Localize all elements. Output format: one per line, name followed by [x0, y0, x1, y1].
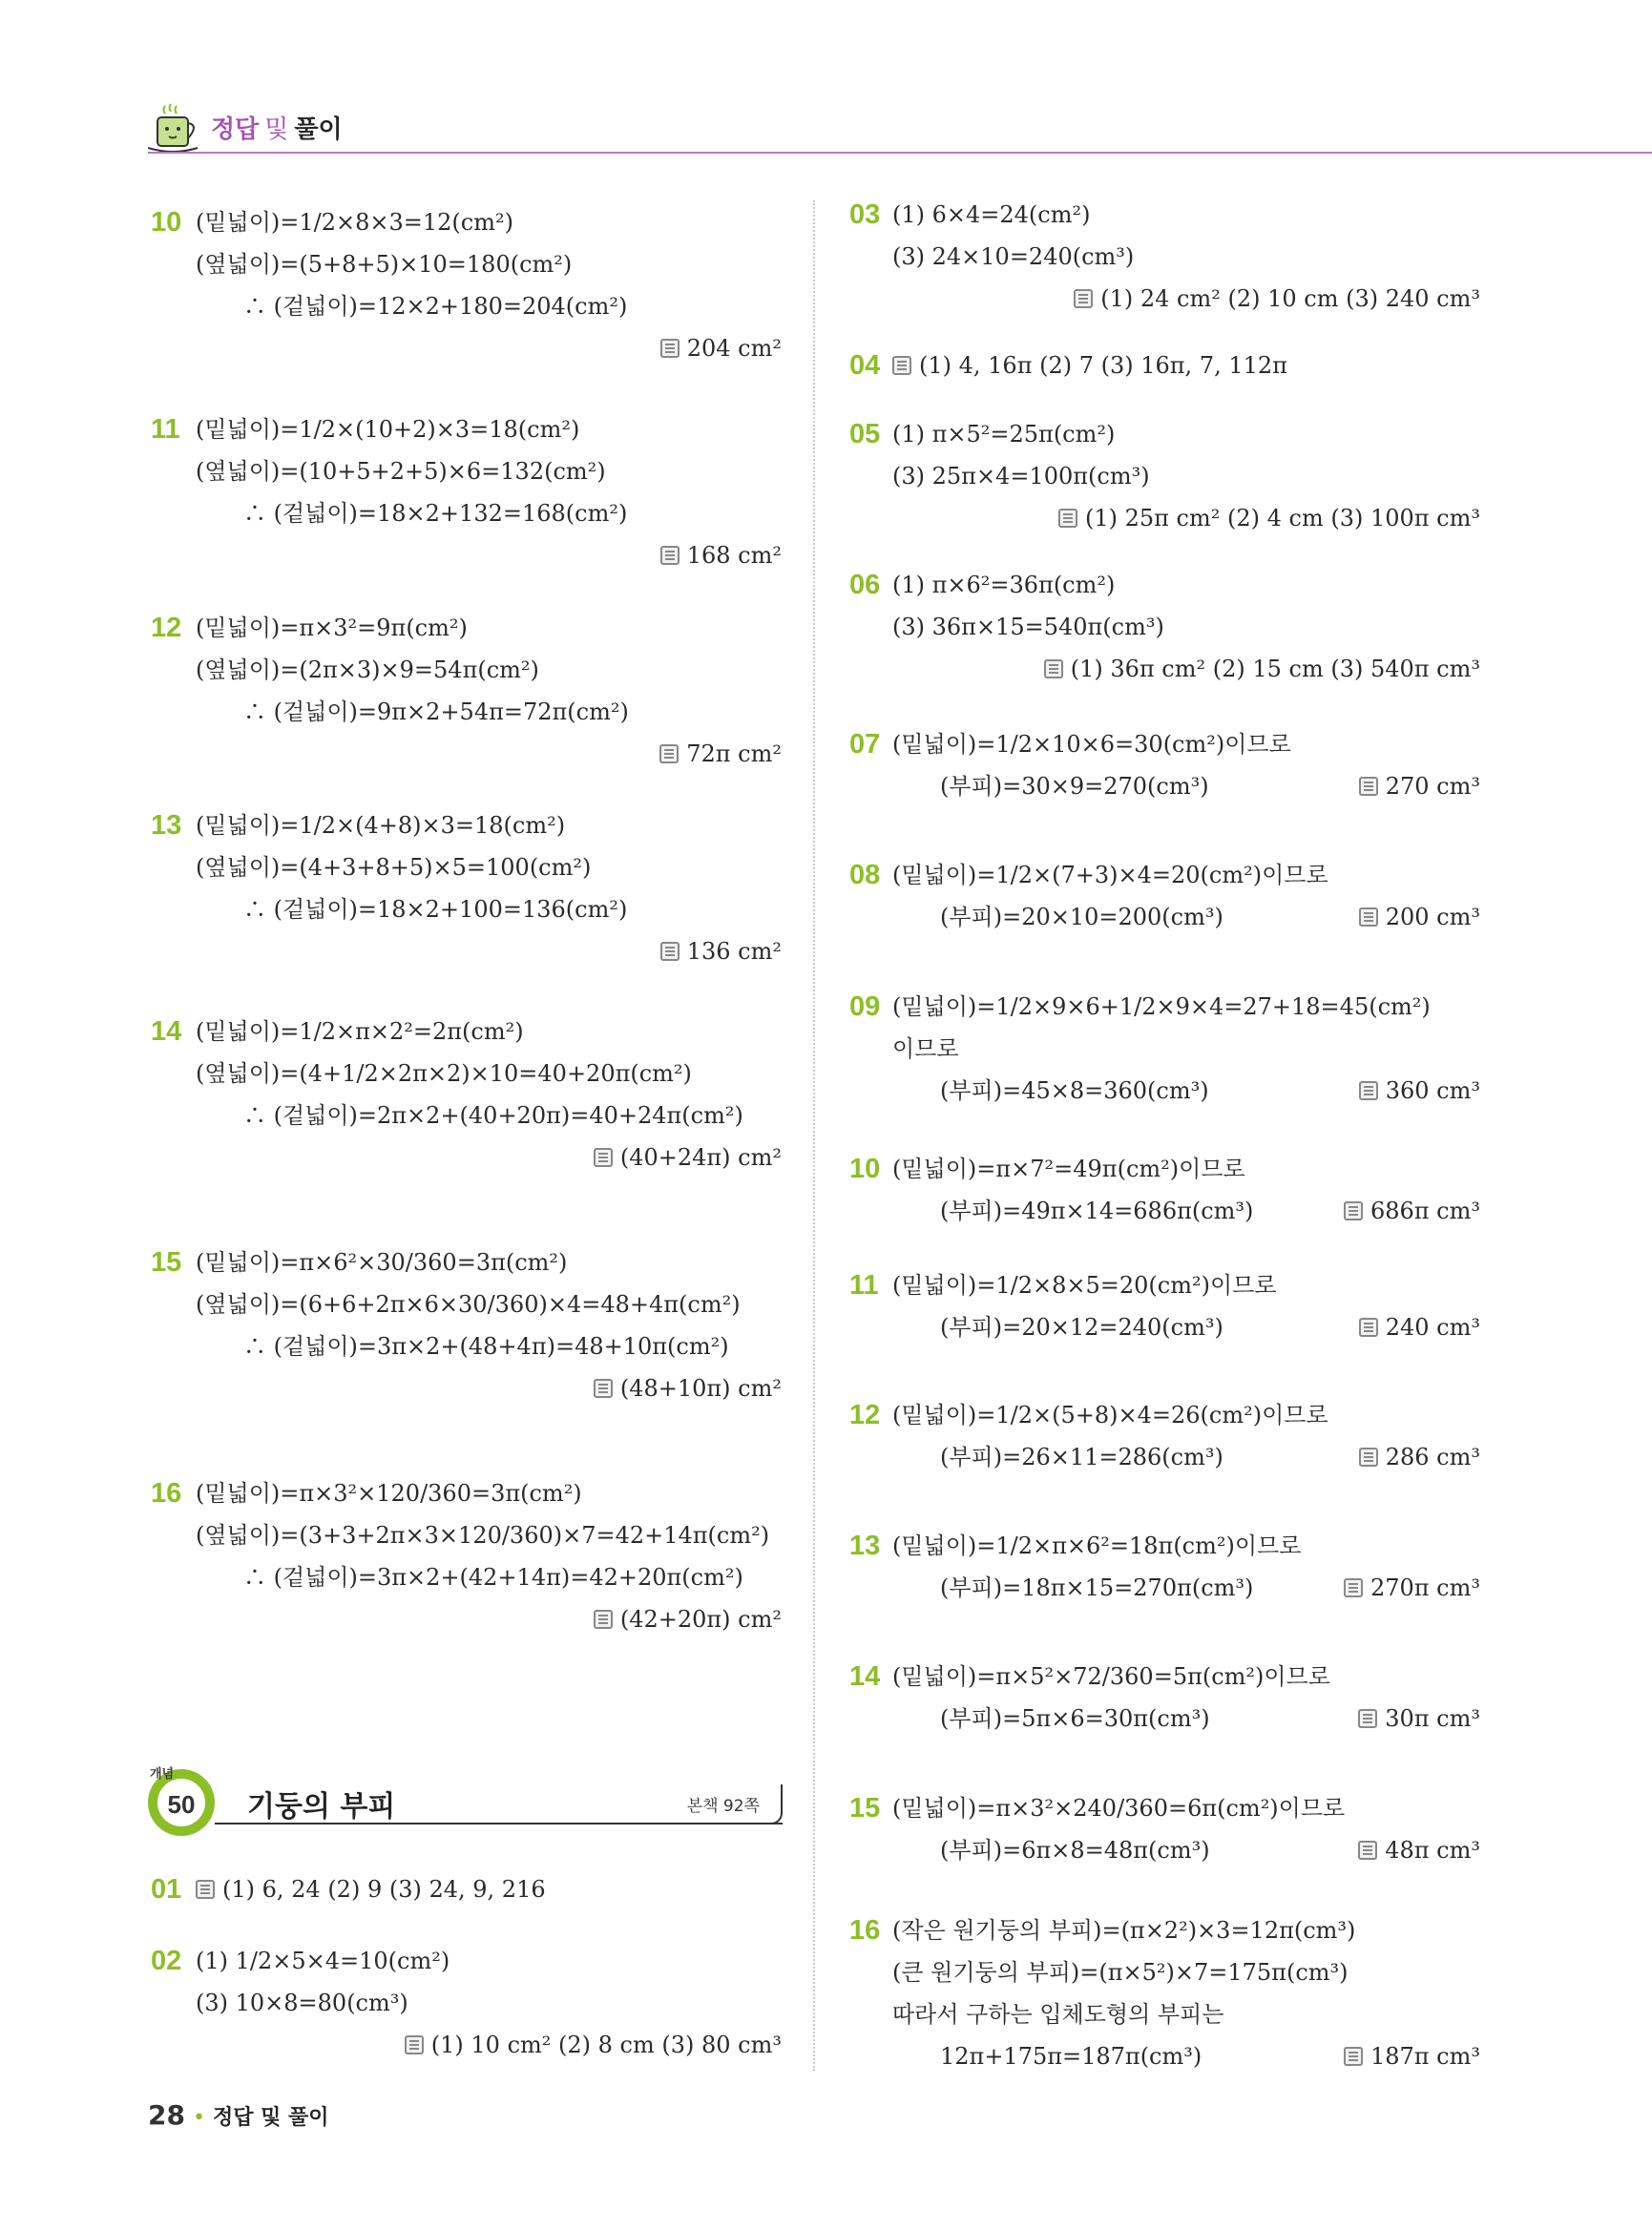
- problem-number: 15: [151, 1247, 182, 1278]
- answer: 72π cm²: [659, 740, 782, 768]
- solution-line: (부피)=6π×8=48π(cm³): [940, 1837, 1210, 1864]
- solution-line: (부피)=20×10=200(cm³): [940, 904, 1223, 930]
- problem-number: 02: [151, 1946, 182, 1976]
- problem-number: 03: [849, 199, 881, 230]
- page-footer: 28 • 정답 및 풀이: [148, 2099, 329, 2131]
- solution-line: (밑넓이)=π×3²×240/360=6π(cm²)이므로: [892, 1795, 1346, 1822]
- answer: (40+24π) cm²: [594, 1143, 782, 1172]
- answer-icon: [1359, 1448, 1378, 1467]
- solution-line: ∴ (겉넓이)=3π×2+(42+14π)=42+20π(cm²): [243, 1564, 743, 1591]
- problem-number: 08: [849, 860, 881, 890]
- concept-label: 개념: [150, 1767, 175, 1782]
- problem-number: 09: [849, 991, 881, 1022]
- answer: (1) 6, 24 (2) 9 (3) 24, 9, 216: [196, 1875, 546, 1904]
- solution-line: (밑넓이)=1/2×10×6=30(cm²)이므로: [892, 731, 1291, 758]
- answer-icon: [1359, 907, 1378, 927]
- solution-line: (옆넓이)=(5+8+5)×10=180(cm²): [196, 251, 573, 278]
- solution-line: (옆넓이)=(10+5+2+5)×6=132(cm²): [196, 458, 606, 485]
- header-title: 정답 및 풀이: [211, 115, 343, 144]
- solution-line: (밑넓이)=1/2×(10+2)×3=18(cm²): [196, 416, 580, 443]
- answer-icon: [1359, 777, 1378, 796]
- problem-number: 01: [151, 1874, 182, 1905]
- solution-line: (밑넓이)=π×3²×120/360=3π(cm²): [196, 1480, 582, 1507]
- answer-icon: [594, 1610, 613, 1629]
- concept-badge: [148, 1769, 215, 1836]
- solution-line: (부피)=20×12=240(cm³): [940, 1314, 1223, 1341]
- solution-line: ∴ (겉넓이)=9π×2+54π=72π(cm²): [243, 698, 629, 725]
- solution-line: (밑넓이)=1/2×(5+8)×4=26(cm²)이므로: [892, 1402, 1328, 1428]
- answer-icon: [1359, 1318, 1378, 1337]
- solution-line: (밑넓이)=1/2×π×2²=2π(cm²): [196, 1018, 524, 1045]
- problem-number: 12: [151, 613, 182, 643]
- answer: (1) 10 cm² (2) 8 cm (3) 80 cm³: [405, 2031, 782, 2059]
- answer-icon: [892, 356, 911, 375]
- problem-number: 14: [849, 1661, 881, 1692]
- solution-line: (밑넓이)=π×5²×72/360=5π(cm²)이므로: [892, 1663, 1330, 1690]
- solution-line: (1) 6×4=24(cm²): [892, 201, 1091, 228]
- solution-line: (밑넓이)=1/2×8×3=12(cm²): [196, 209, 513, 236]
- problem-number: 11: [151, 414, 180, 445]
- answer: (1) 4, 16π (2) 7 (3) 16π, 7, 112π: [892, 351, 1287, 380]
- problem-number: 11: [849, 1270, 879, 1301]
- solution-line: (부피)=18π×15=270π(cm³): [940, 1574, 1254, 1601]
- answer: (42+20π) cm²: [594, 1605, 782, 1634]
- solution-line: (밑넓이)=1/2×9×6+1/2×9×4=27+18=45(cm²): [892, 993, 1431, 1020]
- answer-icon: [659, 744, 679, 763]
- column-divider: [813, 200, 815, 2071]
- header-rule: [148, 152, 1652, 154]
- answer: 136 cm²: [660, 937, 782, 966]
- answer-icon: [660, 546, 680, 565]
- solution-line: (부피)=30×9=270(cm³): [940, 773, 1209, 800]
- concept-number: 50: [167, 1790, 196, 1819]
- solution-line: (부피)=5π×6=30π(cm³): [940, 1705, 1210, 1732]
- solution-line: ∴ (겉넓이)=2π×2+(40+20π)=40+24π(cm²): [243, 1102, 743, 1129]
- answer: 187π cm³: [1344, 2042, 1480, 2071]
- answer: 48π cm³: [1358, 1836, 1480, 1865]
- solution-line: ∴ (겉넓이)=18×2+132=168(cm²): [243, 500, 628, 527]
- footer-text: 정답 및 풀이: [212, 2106, 329, 2130]
- solution-line: (3) 36π×15=540π(cm³): [892, 614, 1164, 640]
- solution-line: (옆넓이)=(4+3+8+5)×5=100(cm²): [196, 854, 592, 881]
- problem-number: 15: [849, 1793, 881, 1824]
- answer: 168 cm²: [660, 541, 782, 570]
- solution-line: ∴ (겉넓이)=3π×2+(48+4π)=48+10π(cm²): [243, 1333, 729, 1360]
- answer: 270 cm³: [1359, 772, 1480, 801]
- concept-title: 기둥의 부피: [247, 1790, 396, 1824]
- solution-line: (옆넓이)=(2π×3)×9=54π(cm²): [196, 657, 539, 683]
- solution-line: ∴ (겉넓이)=18×2+100=136(cm²): [243, 896, 628, 923]
- solution-line: 따라서 구하는 입체도형의 부피는: [892, 2001, 1224, 2028]
- solution-line: (부피)=26×11=286(cm³): [940, 1444, 1223, 1470]
- mug-icon: [148, 100, 205, 154]
- answer-icon: [1044, 659, 1063, 678]
- solution-line: 12π+175π=187π(cm³): [940, 2043, 1202, 2070]
- solution-line: 이므로: [892, 1035, 959, 1062]
- problem-number: 05: [849, 419, 881, 449]
- solution-line: (밑넓이)=π×7²=49π(cm²)이므로: [892, 1156, 1245, 1182]
- answer: (1) 25π cm² (2) 4 cm (3) 100π cm³: [1058, 504, 1480, 532]
- answer: 204 cm²: [660, 334, 782, 363]
- problem-number: 10: [151, 207, 182, 238]
- answer: (48+10π) cm²: [594, 1374, 782, 1403]
- answer-icon: [405, 2035, 424, 2054]
- answer-icon: [1359, 1081, 1378, 1100]
- solution-line: (3) 24×10=240(cm³): [892, 243, 1135, 270]
- solution-line: (1) 1/2×5×4=10(cm²): [196, 1948, 450, 1974]
- problem-number: 14: [151, 1016, 182, 1047]
- answer-icon: [196, 1880, 215, 1899]
- answer: 200 cm³: [1359, 903, 1480, 931]
- problem-number: 04: [849, 350, 881, 381]
- answer-icon: [660, 339, 680, 358]
- solution-line: (옆넓이)=(3+3+2π×3×120/360)×7=42+14π(cm²): [196, 1522, 770, 1549]
- page-number: 28: [148, 2099, 185, 2131]
- solution-line: (작은 원기둥의 부피)=(π×2²)×3=12π(cm³): [892, 1917, 1356, 1944]
- solution-line: (옆넓이)=(6+6+2π×6×30/360)×4=48+4π(cm²): [196, 1291, 741, 1318]
- problem-number: 10: [849, 1154, 881, 1184]
- answer-icon: [1074, 289, 1093, 308]
- solution-line: (밑넓이)=1/2×8×5=20(cm²)이므로: [892, 1272, 1277, 1299]
- answer: 240 cm³: [1359, 1313, 1480, 1342]
- answer-icon: [660, 942, 680, 961]
- answer-icon: [1344, 1578, 1363, 1597]
- answer-icon: [1358, 1841, 1377, 1860]
- problem-number: 16: [151, 1478, 182, 1509]
- solution-line: (밑넓이)=π×3²=9π(cm²): [196, 615, 468, 641]
- solution-line: (부피)=45×8=360(cm³): [940, 1077, 1209, 1104]
- solution-line: (밑넓이)=1/2×(7+3)×4=20(cm²)이므로: [892, 862, 1328, 888]
- problem-number: 06: [849, 570, 881, 600]
- answer-icon: [1058, 509, 1077, 528]
- answer: 286 cm³: [1359, 1443, 1480, 1471]
- answer: 686π cm³: [1344, 1197, 1480, 1225]
- answer-icon: [1344, 1201, 1363, 1220]
- concept-reference: 본책 92쪽: [686, 1797, 760, 1816]
- answer: (1) 24 cm² (2) 10 cm (3) 240 cm³: [1074, 284, 1480, 313]
- solution-line: (밑넓이)=1/2×π×6²=18π(cm²)이므로: [892, 1533, 1302, 1559]
- solution-line: (밑넓이)=1/2×(4+8)×3=18(cm²): [196, 812, 566, 839]
- answer: 270π cm³: [1344, 1574, 1480, 1602]
- answer: (1) 36π cm² (2) 15 cm (3) 540π cm³: [1044, 655, 1480, 683]
- concept-header: [148, 1765, 783, 1842]
- solution-line: (3) 25π×4=100π(cm³): [892, 463, 1150, 490]
- solution-line: (1) π×5²=25π(cm²): [892, 421, 1116, 448]
- solution-line: (큰 원기둥의 부피)=(π×5²)×7=175π(cm³): [892, 1959, 1349, 1986]
- solution-line: (밑넓이)=π×6²×30/360=3π(cm²): [196, 1249, 568, 1276]
- solution-line: (부피)=49π×14=686π(cm³): [940, 1198, 1254, 1224]
- answer: 360 cm³: [1359, 1076, 1480, 1105]
- problem-number: 12: [849, 1400, 881, 1430]
- problem-number: 13: [151, 810, 182, 841]
- problem-number: 13: [849, 1531, 881, 1561]
- answer-icon: [1344, 2047, 1363, 2066]
- solution-line: (3) 10×8=80(cm³): [196, 1990, 408, 2016]
- solution-line: ∴ (겉넓이)=12×2+180=204(cm²): [243, 293, 628, 320]
- answer-icon: [594, 1379, 613, 1398]
- solution-line: (1) π×6²=36π(cm²): [892, 572, 1116, 598]
- problem-number: 16: [849, 1915, 881, 1946]
- page-header: [148, 100, 1652, 154]
- concept-frame: [215, 1823, 783, 1824]
- problem-number: 07: [849, 729, 881, 760]
- answer-icon: [1358, 1709, 1377, 1728]
- answer: 30π cm³: [1358, 1704, 1480, 1733]
- answer-icon: [594, 1148, 613, 1167]
- solution-line: (옆넓이)=(4+1/2×2π×2)×10=40+20π(cm²): [196, 1060, 692, 1087]
